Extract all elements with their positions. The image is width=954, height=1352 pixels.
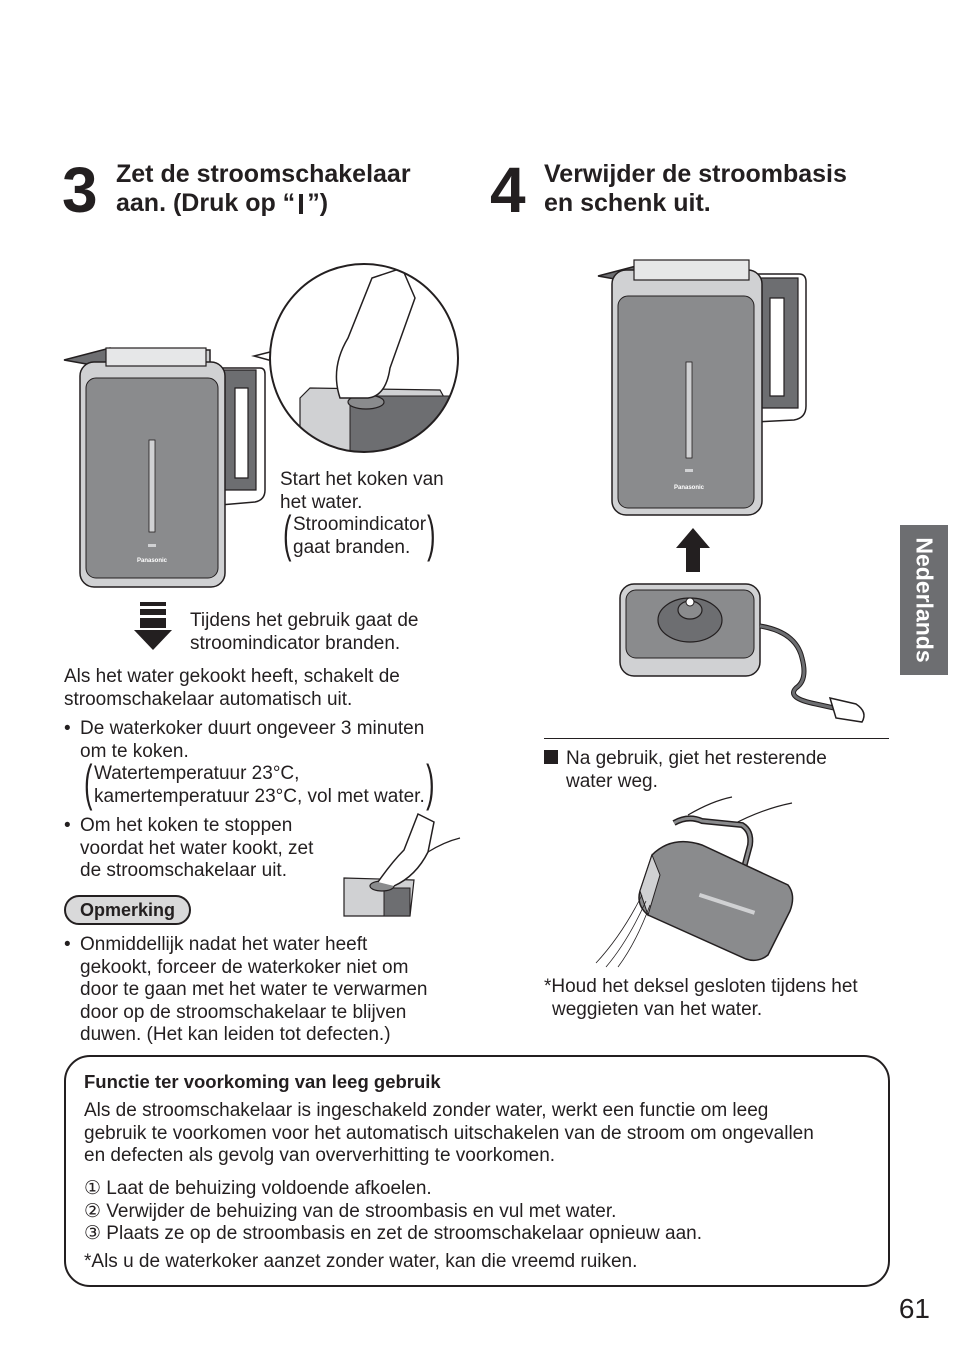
left-parenthesis: (	[84, 755, 93, 811]
left-parenthesis: (	[283, 506, 292, 562]
bullet-boil-time-note	[84, 755, 435, 811]
info-box-body-line2: gebruik te voorkomen voor het automatisch uitschakelen van de stroom om ongevallen	[84, 1122, 814, 1144]
note-line1: • Onmiddellijk nadat het water heeft	[80, 934, 368, 955]
caption-start-line2: het water.	[280, 491, 363, 513]
note-label: Opmerking	[64, 895, 191, 925]
note-line5: duwen. (Het kan leiden tot defecten.)	[80, 1024, 391, 1045]
bullet1-line1: • De waterkoker duurt ongeveer 3 minuten	[80, 718, 425, 739]
step-3-heading	[116, 160, 411, 218]
step-3-heading-line2: aan. (Druk op “ ”)	[116, 189, 329, 217]
caption-indicator-note	[283, 506, 436, 562]
language-tab	[900, 525, 948, 675]
divider	[544, 738, 889, 739]
brand-label: Panasonic	[673, 485, 705, 491]
step-4-heading-line2: en schenk uit.	[544, 189, 711, 217]
right-parenthesis: )	[426, 755, 435, 811]
info-box-step-2: ② Verwijder de behuizing van de stroombasis en vul met water.	[84, 1200, 617, 1222]
info-box-title: Functie ter voorkoming van leeg gebruik	[84, 1071, 441, 1092]
arrow-up-icon	[676, 528, 710, 572]
caption-during-line2: stroomindicator branden.	[190, 632, 401, 654]
bullet2-line3: de stroomschakelaar uit.	[80, 860, 287, 881]
info-box	[64, 1055, 890, 1287]
caption-start-line1: Start het koken van	[280, 469, 444, 490]
page-number: 61	[898, 1293, 930, 1324]
auto-off-text	[64, 666, 400, 711]
info-box-step-1: ① Laat de behuizing voldoende afkoelen.	[84, 1178, 432, 1199]
bullet2-line1: • Om het koken te stoppen	[80, 815, 293, 836]
square-bullet-icon	[544, 750, 558, 764]
bullet-boil-time	[64, 718, 424, 763]
bullet-note	[64, 934, 427, 1047]
note-line3: door te gaan met het water te verwarmen	[80, 979, 428, 1000]
caption-indicator-line2: gaat branden.	[293, 536, 411, 558]
power-switch-zoom-circle	[240, 258, 462, 458]
switch-off-illustration	[344, 812, 462, 918]
note-line4: door op de stroomschakelaar te blijven	[80, 1001, 407, 1023]
bullet-stop-boiling	[64, 815, 313, 883]
info-box-step-3: ③ Plaats ze op de stroombasis en zet de stroomschakelaar opnieuw aan.	[84, 1223, 702, 1244]
auto-off-line2: stroomschakelaar automatisch uit.	[64, 688, 353, 710]
arrow-down-icon	[134, 602, 174, 652]
info-box-footnote: *Als u de waterkoker aanzet zonder water, kan die vreemd ruiken.	[84, 1251, 638, 1272]
power-base-illustration	[616, 580, 872, 730]
language-tab-label: Nederlands	[911, 537, 938, 663]
pouring-illustration	[592, 795, 798, 967]
kettle-lifted-illustration	[594, 256, 814, 518]
info-box-body	[84, 1100, 814, 1168]
after-use-line1: Na gebruik, giet het resterende	[544, 748, 827, 771]
lid-note-line2: weggieten van het water.	[552, 998, 763, 1020]
caption-indicator-line1: Stroomindicator	[293, 514, 427, 535]
step-4-heading-line1: Verwijder de stroombasis	[544, 160, 847, 188]
info-box-steps	[84, 1178, 702, 1246]
lid-note	[544, 976, 858, 1021]
caption-start-boiling	[280, 469, 444, 514]
power-symbol-icon	[299, 194, 303, 214]
info-box-body-line3: en defecten als gevolg van oververhitting te voorkomen.	[84, 1145, 556, 1166]
info-box-body-line1: Als de stroomschakelaar is ingeschakeld zonder water, werkt een functie om leeg	[84, 1100, 769, 1121]
right-parenthesis: )	[427, 506, 436, 562]
bullet1-note-line2: kamertemperatuur 23°C, vol met water.	[94, 785, 425, 807]
caption-during-line1: Tijdens het gebruik gaat de	[190, 610, 419, 631]
after-use-line2: water weg.	[566, 770, 658, 792]
step-4-number: 4	[490, 154, 526, 226]
bullet2-line2: voordat het water kookt, zet	[80, 837, 314, 859]
auto-off-line1: Als het water gekookt heeft, schakelt de	[64, 666, 400, 687]
caption-during-use	[190, 610, 419, 655]
note-line2: gekookt, forceer de waterkoker niet om	[80, 956, 409, 978]
bullet1-line2: om te koken.	[80, 740, 189, 762]
step-3-heading-line1: Zet de stroomschakelaar	[116, 160, 411, 188]
bullet1-note-line1: Watertemperatuur 23°C,	[94, 763, 300, 784]
step-3-number: 3	[62, 154, 98, 226]
step-4-heading	[544, 160, 847, 218]
brand-label: Panasonic	[136, 558, 168, 564]
lid-note-line1: *Houd het deksel gesloten tijdens het	[544, 976, 858, 997]
after-use-text	[544, 748, 827, 793]
